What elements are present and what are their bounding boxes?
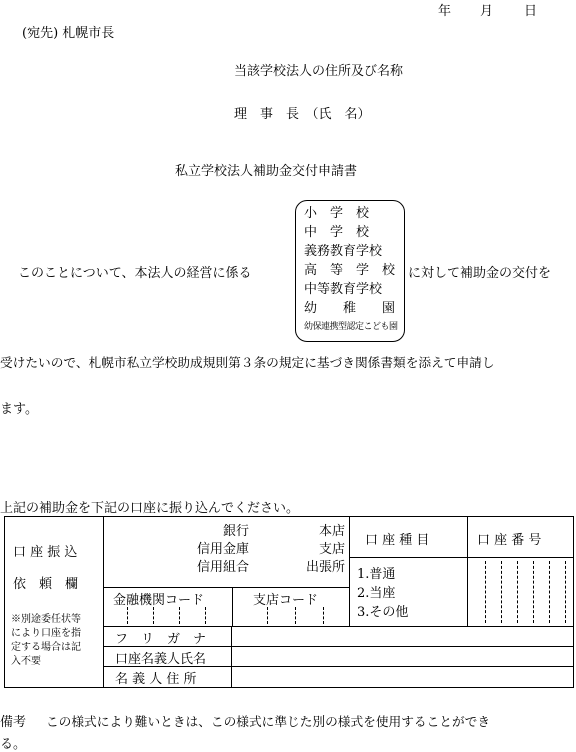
note-line: 入不要 xyxy=(11,656,41,667)
bank-type-credit-union: 信用組合 xyxy=(196,560,249,575)
bank-type-options xyxy=(155,523,249,577)
furigana-label: フ リ ガ ナ xyxy=(115,632,207,647)
school-type-item: 幼 稚 園 xyxy=(304,301,396,316)
bank-transfer-table xyxy=(4,516,574,688)
body-line3: ます。 xyxy=(0,402,38,417)
date-month-label: 月 xyxy=(480,4,494,19)
transfer-intro: 上記の補助金を下記の口座に振り込んでください。 xyxy=(0,501,300,516)
holder-name-label: 口座名義人氏名 xyxy=(115,652,207,667)
note-line: ※別途委任状等 xyxy=(11,614,81,625)
note-line: により口座を指 xyxy=(11,628,81,639)
remarks-line1: この様式により難いときは、この様式に準じた別の様式を使用することができ xyxy=(46,714,491,729)
remarks-line2: る。 xyxy=(0,737,27,752)
branch-type-sub: 出張所 xyxy=(305,560,345,575)
account-number-digit-divider xyxy=(485,561,486,623)
bank-type-bank: 銀行 xyxy=(222,524,249,539)
date-year-label: 年 xyxy=(438,4,452,19)
account-type-header: 口 座 種 目 xyxy=(365,533,430,548)
bank-code-digit-divider xyxy=(179,607,180,624)
school-type-item: 中等教育学校 xyxy=(304,282,383,297)
note-line: 定する場合は記 xyxy=(11,642,81,653)
bank-code-digit-divider xyxy=(153,607,154,624)
body-line2: 受けたいので、札幌市私立学校助成規則第３条の規定に基づき関係書類を添えて申請し xyxy=(0,355,495,370)
addressee: (宛先) 札幌市長 xyxy=(22,26,115,41)
school-type-item: 中 学 校 xyxy=(304,225,370,240)
account-type-other[interactable]: 3.その他 xyxy=(357,605,409,620)
bank-code-digit-divider xyxy=(127,607,128,624)
account-number-digit-divider xyxy=(533,561,534,623)
date-day-label: 日 xyxy=(524,4,538,19)
account-number-digit-divider xyxy=(549,561,550,623)
body-intro: このことについて、本法人の経営に係る xyxy=(18,266,252,281)
branch-code-digit-divider xyxy=(267,607,268,624)
chairman-label: 理 事 長 （氏 名） xyxy=(234,107,371,122)
account-number-header: 口 座 番 号 xyxy=(477,533,542,548)
branch-code-digit-divider xyxy=(323,607,324,624)
school-type-item: 高 等 学 校 xyxy=(304,263,396,278)
school-type-item: 小 学 校 xyxy=(304,206,370,221)
transfer-note xyxy=(11,613,81,669)
bank-code-digit-divider xyxy=(205,607,206,624)
applicant-address-label: 当該学校法人の住所及び名称 xyxy=(234,64,404,79)
school-list xyxy=(304,204,396,337)
branch-type-main: 本店 xyxy=(318,524,345,539)
account-type-options xyxy=(357,565,408,622)
account-number-digit-divider xyxy=(565,561,566,623)
account-type-ordinary[interactable]: 1.普通 xyxy=(357,567,396,582)
branch-type-branch: 支店 xyxy=(318,542,345,557)
branch-code-label: 支店コード xyxy=(253,593,319,608)
school-type-item: 義務教育学校 xyxy=(304,244,383,259)
transfer-label-2: 依 頼 欄 xyxy=(13,577,79,592)
account-type-current[interactable]: 2.当座 xyxy=(357,586,396,601)
account-number-digit-divider xyxy=(517,561,518,623)
body-after: に対して補助金の交付を xyxy=(408,266,552,281)
remarks-label: 備考 xyxy=(0,715,27,730)
account-number-digit-divider xyxy=(501,561,502,623)
branch-type-options xyxy=(275,523,345,577)
holder-address-label: 名 義 人 住 所 xyxy=(115,672,197,687)
transfer-label-1: 口 座 振 込 xyxy=(13,545,78,560)
school-type-item: 幼保連携型認定こども園 xyxy=(304,322,398,332)
document-title: 私立学校法人補助金交付申請書 xyxy=(175,164,358,179)
branch-code-digit-divider xyxy=(295,607,296,624)
bank-code-label: 金融機関コード xyxy=(113,593,205,608)
bank-type-credit-bank: 信用金庫 xyxy=(196,542,249,557)
